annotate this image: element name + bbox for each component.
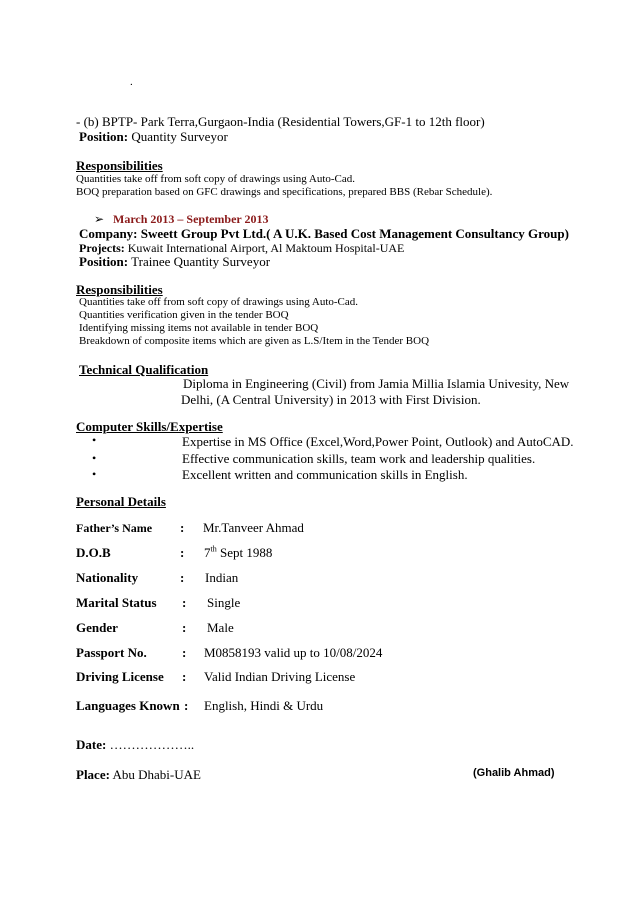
label-languages: Languages Known — [76, 698, 180, 713]
responsibilities-heading-2: Responsibilities — [76, 282, 163, 297]
responsibilities-heading-1: Responsibilities — [76, 158, 163, 173]
label-driving-license: Driving License — [76, 669, 164, 684]
colon: : — [180, 545, 185, 560]
project-b-title: - (b) BPTP- Park Terra,Gurgaon-India (Residential Towers,GF-1 to 12th floor) — [76, 114, 485, 129]
colon: : — [182, 620, 187, 635]
technical-line-2: Delhi, (A Central University) in 2013 with First Division. — [181, 392, 481, 407]
date-label: Date: — [76, 737, 107, 752]
dob-day: 7 — [204, 545, 211, 560]
dob-suffix: th — [210, 544, 217, 554]
place-value: Abu Dhabi-UAE — [109, 767, 201, 782]
job2-position — [79, 254, 270, 270]
responsibility-item: Breakdown of composite items which are given as L.S/Item in the Tender BOQ — [79, 335, 430, 347]
value-languages: English, Hindi & Urdu — [204, 698, 324, 713]
responsibility-item: Identifying missing items not available in tender BOQ — [79, 322, 319, 334]
colon: : — [182, 669, 187, 684]
colon: : — [182, 595, 187, 610]
projects-label: Projects: — [79, 241, 125, 255]
value-passport: M0858193 valid up to 10/08/2024 — [204, 645, 383, 660]
position-value: Trainee Quantity Surveyor — [128, 254, 271, 269]
responsibility-item: Quantities verification given in the tender BOQ — [79, 309, 289, 321]
responsibility-item: BOQ preparation based on GFC drawings and specifications, prepared BBS (Rebar Schedule). — [76, 186, 493, 198]
label-dob: D.O.B — [76, 545, 111, 560]
value-driving-license: Valid Indian Driving License — [204, 669, 356, 684]
value-dob — [204, 545, 272, 561]
projects-value: Kuwait International Airport, Al Maktoum Hospital-UAE — [124, 241, 405, 255]
dob-rest: Sept 1988 — [216, 545, 273, 560]
label-gender: Gender — [76, 620, 118, 635]
responsibility-item: Quantities take off from soft copy of drawings using Auto-Cad. — [76, 173, 356, 185]
position-value: Quantity Surveyor — [128, 129, 228, 144]
signature-name: (Ghalib Ahmad) — [473, 767, 555, 779]
skill-item: Effective communication skills, team work and leadership qualities. — [182, 451, 536, 466]
technical-heading: Technical Qualification — [79, 362, 209, 377]
place-label: Place: — [76, 767, 110, 782]
skill-item: Expertise in MS Office (Excel,Word,Power Point, Outlook) and AutoCAD. — [182, 434, 574, 449]
date-line — [76, 737, 194, 753]
company-line: Company: Sweett Group Pvt Ltd.( A U.K. Based Cost Management Consultancy Group) — [79, 226, 569, 241]
colon: : — [180, 520, 185, 535]
position-label: Position: — [79, 129, 129, 144]
personal-heading: Personal Details — [76, 494, 166, 509]
bullet-icon: • — [92, 433, 97, 447]
value-fathers-name: Mr.Tanveer Ahmad — [203, 520, 304, 535]
date-value: ……………….. — [106, 737, 195, 752]
job-period: March 2013 – September 2013 — [113, 212, 269, 226]
stray-dot: . — [130, 76, 133, 88]
bullet-icon: • — [92, 451, 97, 465]
label-fathers-name: Father’s Name — [76, 521, 153, 535]
arrow-bullet-icon: ➢ — [94, 212, 105, 226]
colon: : — [184, 698, 189, 713]
label-passport: Passport No. — [76, 645, 147, 660]
colon: : — [182, 645, 187, 660]
computer-heading: Computer Skills/Expertise — [76, 419, 223, 434]
colon: : — [180, 570, 185, 585]
label-nationality: Nationality — [76, 570, 139, 585]
value-marital-status: Single — [207, 595, 241, 610]
value-gender: Male — [207, 620, 234, 635]
place-line — [76, 767, 201, 783]
responsibility-item: Quantities take off from soft copy of drawings using Auto-Cad. — [79, 296, 359, 308]
bullet-icon: • — [92, 467, 97, 481]
position-label: Position: — [79, 254, 129, 269]
value-nationality: Indian — [205, 570, 239, 585]
skill-item: Excellent written and communication skills in English. — [182, 467, 468, 482]
label-marital-status: Marital Status — [76, 595, 157, 610]
technical-line-1: Diploma in Engineering (Civil) from Jamia Millia Islamia Univesity, New — [183, 376, 570, 391]
project-b-position — [79, 129, 228, 145]
